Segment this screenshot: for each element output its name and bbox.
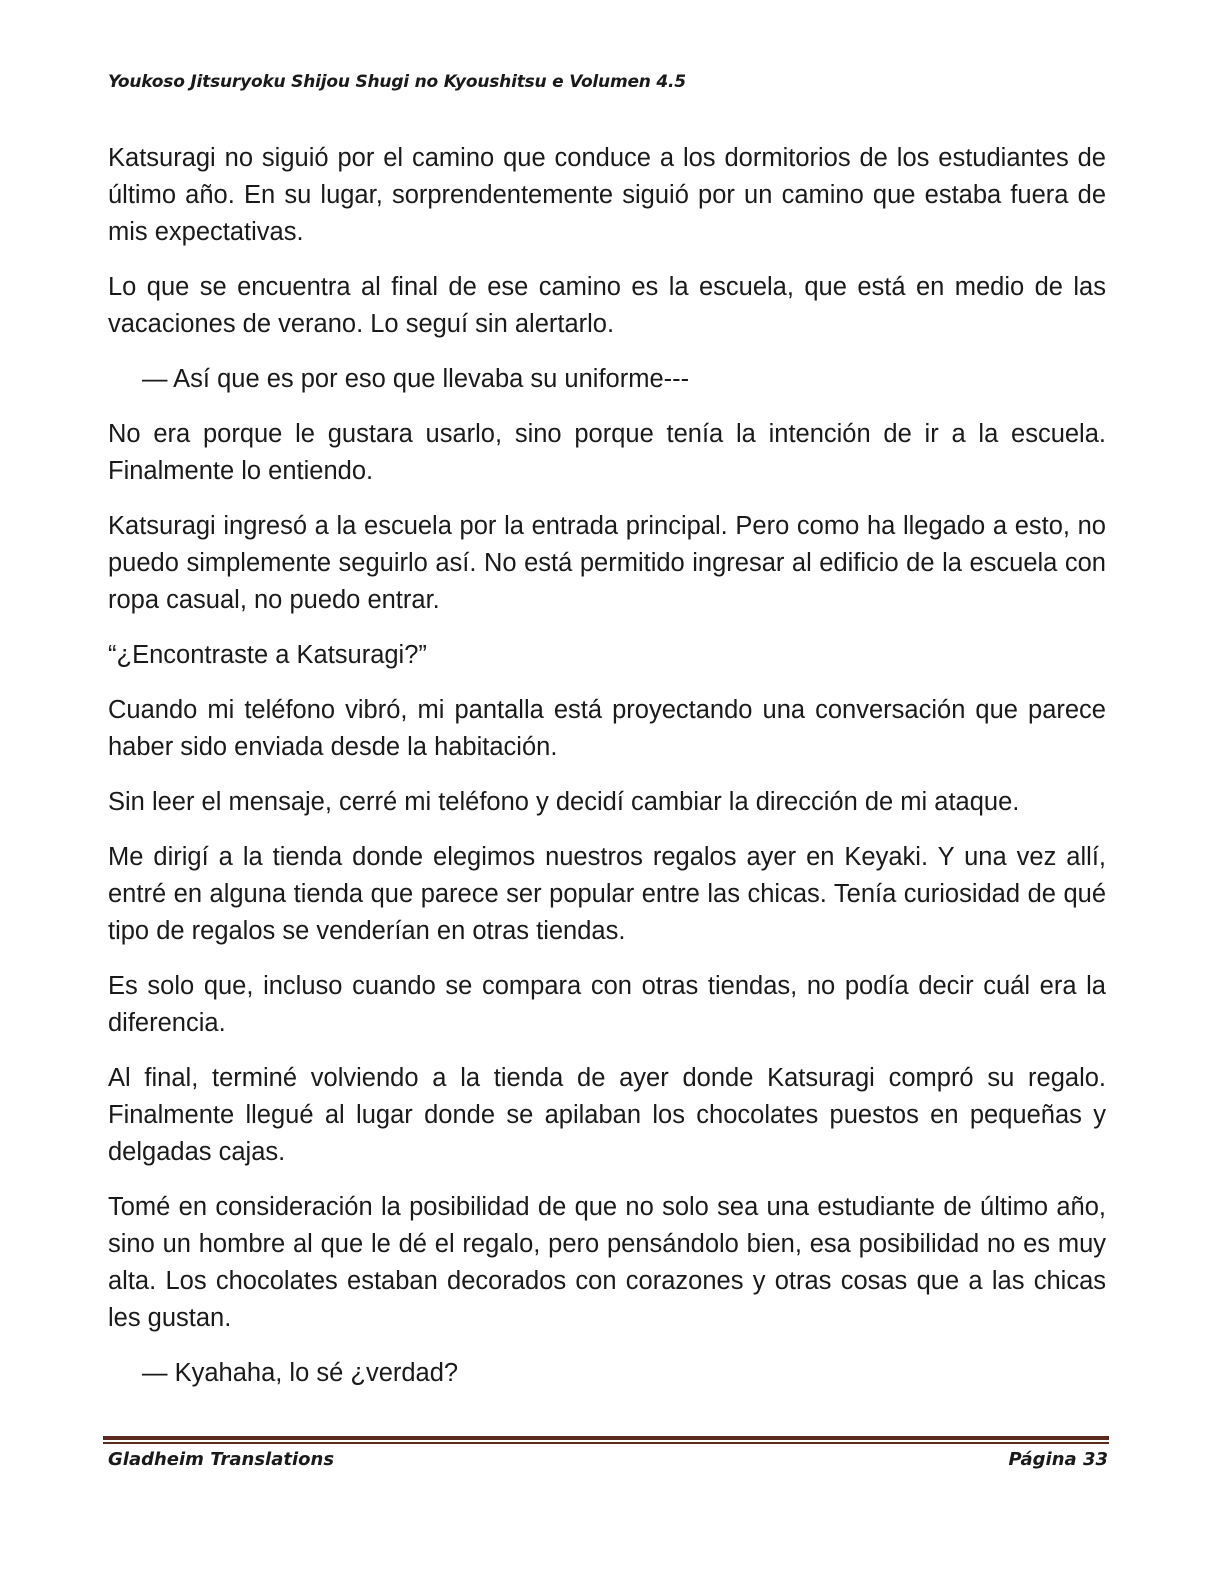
paragraph: Katsuragi no siguió por el camino que conduce a los dormitorios de los estudiantes de último año. En su lugar, sorprendentemente siguió por un camino que estaba fuera de mis expectativas. [108, 144, 1106, 246]
footer-divider-thick [103, 1436, 1109, 1440]
paragraph: Me dirigí a la tienda donde elegimos nuestros regalos ayer en Keyaki. Y una vez allí, entré en alguna tienda que parece ser popular entre las chicas. Tenía curiosidad de qué tipo de regalos se venderían en otras tiendas. [108, 843, 1106, 945]
paragraph: Es solo que, incluso cuando se compara con otras tiendas, no podía decir cuál era la diferencia. [108, 972, 1106, 1037]
footer-divider-thin [103, 1442, 1109, 1444]
paragraph: Lo que se encuentra al final de ese camino es la escuela, que está en medio de las vacaciones de verano. Lo seguí sin alertarlo. [108, 273, 1106, 338]
paragraph: Tomé en consideración la posibilidad de que no solo sea una estudiante de último año, sino un hombre al que le dé el regalo, pero pensándolo bien, esa posibilidad no es muy alta. Los chocolates estaban decorados con corazones y otras cosas que a las chicas les gustan. [108, 1193, 1106, 1332]
footer-divider [103, 1436, 1109, 1445]
paragraph: Al final, terminé volviendo a la tienda de ayer donde Katsuragi compró su regalo. Finalmente llegué al lugar donde se apilaban los chocolates puestos en pequeñas y delgadas cajas. [108, 1064, 1106, 1166]
paragraph: No era porque le gustara usarlo, sino porque tenía la intención de ir a la escuela. Finalmente lo entiendo. [108, 420, 1106, 485]
dialogue-line: — Así que es por eso que llevaba su uniforme--- [142, 365, 690, 393]
paragraph: Cuando mi teléfono vibró, mi pantalla está proyectando una conversación que parece haber sido enviada desde la habitación. [108, 696, 1106, 761]
page-number: Página 33 [1008, 1449, 1108, 1470]
footer-publisher: Gladheim Translations [108, 1449, 335, 1470]
dialogue-line: “¿Encontraste a Katsuragi?” [108, 641, 427, 669]
dialogue-line: — Kyahaha, lo sé ¿verdad? [142, 1359, 459, 1387]
paragraph: Sin leer el mensaje, cerré mi teléfono y decidí cambiar la dirección de mi ataque. [108, 788, 1020, 816]
running-header: Youkoso Jitsuryoku Shijou Shugi no Kyoushitsu e Volumen 4.5 [108, 72, 686, 92]
body-text [108, 140, 1106, 1410]
paragraph: Katsuragi ingresó a la escuela por la entrada principal. Pero como ha llegado a esto, no puedo simplemente seguirlo así. No está permitido ingresar al edificio de la escuela con ropa casual, no puedo entrar. [108, 512, 1106, 614]
